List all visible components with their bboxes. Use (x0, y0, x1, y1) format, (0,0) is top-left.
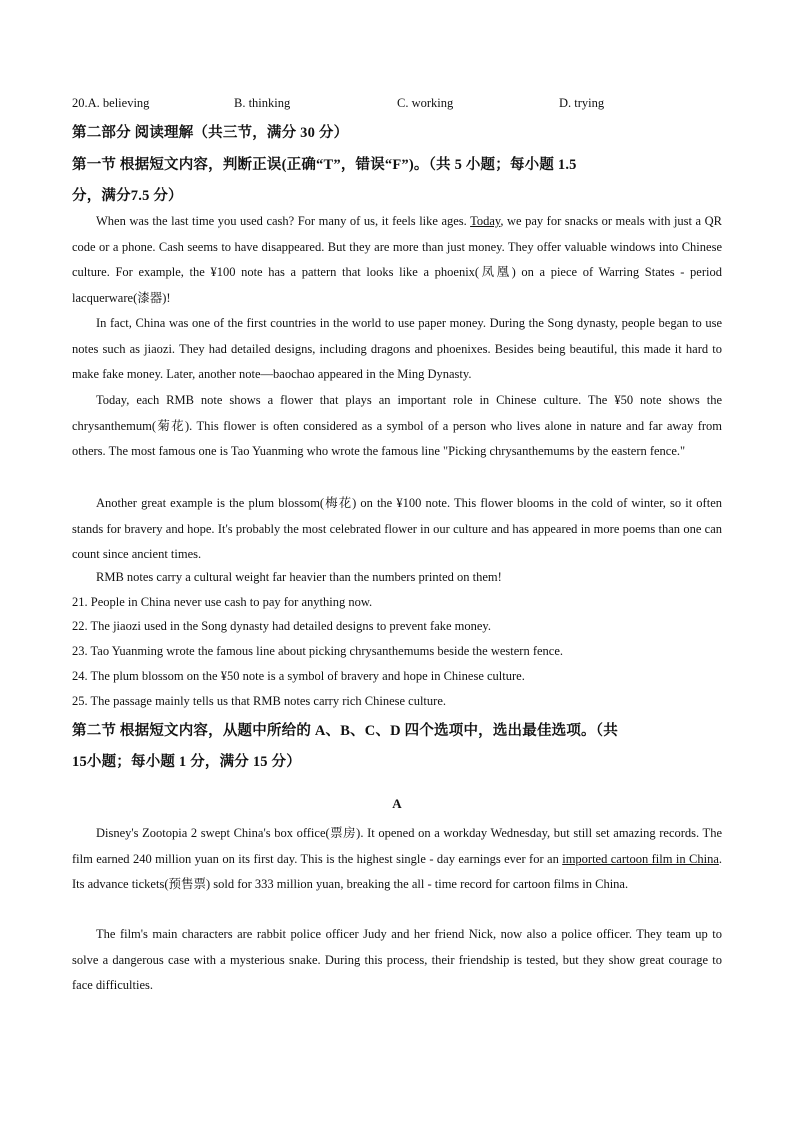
passage1-p1-text-a: When was the last time you used cash? For many of us, it feels like ages. (96, 214, 471, 228)
passage-a-p1-text-b: . Its advance tickets(预售票) sold for 333 million yuan, breaking the all - time record for cartoon films in China. (72, 851, 722, 891)
question-23: 23. Tao Yuanming wrote the famous line about picking chrysanthemums beside the western fence. (72, 644, 564, 658)
section1-title-line2: 分，满分7.5 分） (72, 188, 183, 204)
q20-option-b: B. thinking (234, 96, 291, 110)
passage-a-label: A (392, 796, 402, 811)
q20-option-a: 20.A. believing (72, 96, 150, 110)
q20-option-c: C. working (397, 96, 454, 110)
question-24: 24. The plum blossom on the ¥50 note is a symbol of bravery and hope in Chinese culture. (72, 669, 525, 683)
passage1-paragraph3: Today, each RMB note shows a flower that plays an important role in Chinese culture. The ¥50 note shows the chrysanthemum(菊花). This flower is often considered as a symbol of a person who lives alone in nature and far away from others. The most famous one is Tao Yuanming who wrote the famous line "Picking chrysanthemums by the eastern fence." (72, 393, 722, 458)
section2-title-line1: 第二节 根据短文内容，从题中所给的 A、B、C、D 四个选项中，选出最佳选项。（共 (72, 723, 618, 739)
section1-title-line1: 第一节 根据短文内容，判断正误(正确“T”，错误“F”)。（共 5 小题；每小题 1.5 (72, 157, 577, 173)
question-22: 22. The jiaozi used in the Song dynasty had detailed designs to prevent fake money. (72, 619, 492, 633)
q20-option-d: D. trying (559, 96, 605, 110)
passage1-paragraph4: Another great example is the plum blossom(梅花) on the ¥100 note. This flower blooms in the cold of winter, so it often stands for bravery and hope. It's probably the most celebrated flower in our culture and has appeared in more poems than one can count since ancient times. (72, 496, 722, 561)
part2-title: 第二部分 阅读理解（共三节，满分 30 分） (72, 125, 349, 141)
passage1-paragraph5: RMB notes carry a cultural weight far heavier than the numbers printed on them! (96, 570, 502, 584)
passage1-p1-text-b: , we pay for snacks or meals with just a QR code or a phone. Cash seems to have disappeared. But they are more than just money. They offer valuable windows into Chinese culture. For example, the ¥100 note has a pattern that looks like a phoenix(凤凰) on a piece of Warring States - period lacquerware(漆器)! (72, 214, 722, 305)
passage1-paragraph1 (72, 209, 722, 311)
passage-a-p1-text-a: Disney's Zootopia 2 swept China's box office(票房). It opened on a workday Wednesday, but still set amazing records. The film earned 240 million yuan on its first day. This is the highest single - day earnings ever for an (72, 826, 722, 866)
passage1-paragraph2: In fact, China was one of the first countries in the world to use paper money. During the Song dynasty, people began to use notes such as jiaozi. They had detailed designs, including dragons and phoenixes. Besides being beautiful, this made it hard to make fake money. Later, another note—baochao appeared in the Ming Dynasty. (72, 316, 722, 381)
passage1-underlined-today: Today (470, 214, 501, 228)
passage-a-paragraph1 (72, 821, 722, 898)
question-25: 25. The passage mainly tells us that RMB notes carry rich Chinese culture. (72, 694, 446, 708)
question-21: 21. People in China never use cash to pay for anything now. (72, 595, 373, 609)
section2-title-line2: 15小题；每小题 1 分，满分 15 分） (72, 754, 301, 770)
passage-a-paragraph2: The film's main characters are rabbit police officer Judy and her friend Nick, now also a police officer. They team up to solve a dangerous case with a mysterious snake. During this process, their friendship is tested, but they show great courage to face difficulties. (72, 927, 722, 992)
passage-a-underlined-phrase: imported cartoon film in China (562, 851, 719, 866)
